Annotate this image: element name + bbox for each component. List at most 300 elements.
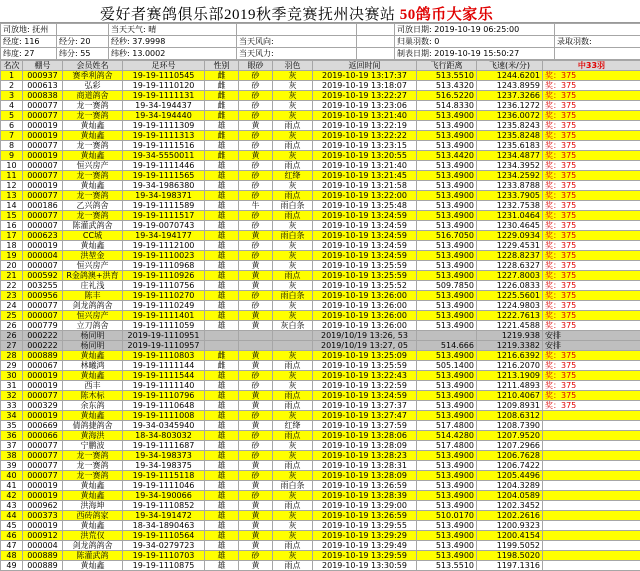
table-cell[interactable]: 17 (1, 231, 23, 241)
table-cell[interactable]: 1204.0589 (477, 491, 543, 501)
table-cell[interactable]: 砂 (239, 251, 273, 261)
table-cell[interactable]: 22 (1, 281, 23, 291)
table-cell[interactable]: 龙一赛鸽 (63, 211, 123, 221)
table-cell[interactable]: 19-19-0070743 (123, 221, 205, 231)
table-cell[interactable]: 513.4900 (417, 321, 477, 331)
info-cell[interactable]: 经分: 20 (57, 36, 109, 48)
table-cell[interactable]: 38 (1, 451, 23, 461)
table-cell[interactable]: 西砖鸽家 (63, 511, 123, 521)
table-cell[interactable]: 雄 (205, 231, 239, 241)
table-cell[interactable]: 19-19-1111140 (123, 381, 205, 391)
table-cell[interactable]: 2019-10-19 13:21:45 (313, 171, 417, 181)
table-cell[interactable]: 雄 (205, 421, 239, 431)
table-cell[interactable]: 赛季利鸽舍 (63, 71, 123, 81)
table-cell[interactable]: 灰 (273, 111, 313, 121)
table-cell[interactable]: R金鸽澳+洪育 (63, 271, 123, 281)
info-cell[interactable]: 司放地: 抚州 (1, 24, 57, 36)
table-cell[interactable]: 雄 (205, 441, 239, 451)
table-cell[interactable]: 000889 (23, 351, 63, 361)
table-cell[interactable]: 513.4420 (417, 151, 477, 161)
table-cell[interactable]: 1213.1909 (477, 371, 543, 381)
table-cell[interactable]: 灰 (273, 531, 313, 541)
table-cell[interactable]: 黄 (239, 321, 273, 331)
table-cell[interactable]: 11 (1, 171, 23, 181)
table-cell[interactable]: 513.4900 (417, 271, 477, 281)
table-cell[interactable]: 砂 (239, 91, 273, 101)
table-cell[interactable]: 25 (1, 311, 23, 321)
table-cell[interactable]: 18 (1, 241, 23, 251)
table-row[interactable] (1, 351, 640, 361)
table-cell[interactable]: 灰白条 (273, 321, 313, 331)
table-cell[interactable]: 灰 (273, 311, 313, 321)
table-cell[interactable]: 2019-10-19 13:24:59 (313, 221, 417, 231)
table-cell[interactable]: 000077 (23, 191, 63, 201)
table-cell[interactable]: 2019-10-19 13:28:39 (313, 491, 417, 501)
table-cell[interactable]: 1206.7422 (477, 461, 543, 471)
table-cell[interactable]: 奖：375 (543, 391, 640, 401)
table-cell[interactable]: 2019-10-19 13:25:48 (313, 201, 417, 211)
column-header[interactable]: 中33羽 (543, 61, 640, 71)
table-cell[interactable]: 2019-10-19 13:29:00 (313, 501, 417, 511)
table-cell[interactable]: 奖：375 (543, 321, 640, 331)
table-row[interactable] (1, 531, 640, 541)
table-cell[interactable]: 1219.938 (477, 331, 543, 341)
table-cell[interactable]: 46 (1, 531, 23, 541)
table-row[interactable] (1, 151, 640, 161)
column-header[interactable]: 飞行距离 (417, 61, 477, 71)
table-cell[interactable]: 1222.7613 (477, 311, 543, 321)
table-cell[interactable]: 雄 (205, 481, 239, 491)
table-cell[interactable]: 雨白条 (273, 291, 313, 301)
table-cell[interactable]: 10 (1, 161, 23, 171)
table-cell[interactable]: 000004 (23, 541, 63, 551)
table-cell[interactable]: 砂 (239, 171, 273, 181)
table-cell[interactable]: 雄 (205, 521, 239, 531)
table-cell[interactable]: 雨点 (273, 211, 313, 221)
table-cell[interactable]: 1235.6183 (477, 141, 543, 151)
table-row[interactable] (1, 321, 640, 331)
table-cell[interactable]: 000373 (23, 511, 63, 521)
table-cell[interactable]: 2019-10-19 13:28:31 (313, 461, 417, 471)
table-row[interactable] (1, 491, 640, 501)
table-cell[interactable]: 雨点 (273, 391, 313, 401)
table-cell[interactable]: 黄 (239, 501, 273, 511)
table-cell[interactable]: 19-34-198375 (123, 461, 205, 471)
table-cell[interactable]: 000077 (23, 101, 63, 111)
table-row[interactable] (1, 71, 640, 81)
table-cell[interactable]: 雨白条 (273, 481, 313, 491)
info-cell[interactable]: 当天风向: (237, 36, 357, 48)
table-cell[interactable]: 1226.0833 (477, 281, 543, 291)
table-cell[interactable]: 5 (1, 111, 23, 121)
table-cell[interactable]: 黄灿鑫 (63, 411, 123, 421)
table-row[interactable] (1, 271, 640, 281)
table-cell[interactable]: 000007 (23, 311, 63, 321)
table-cell[interactable]: 洪堃金 (63, 251, 123, 261)
table-cell[interactable]: 1229.0934 (477, 231, 543, 241)
table-cell[interactable]: 雨白条 (273, 231, 313, 241)
table-cell[interactable]: 513.5510 (417, 561, 477, 571)
table-cell[interactable]: 513.4320 (417, 81, 477, 91)
table-cell[interactable] (543, 551, 640, 561)
column-header[interactable]: 返回时间 (313, 61, 417, 71)
table-cell[interactable]: 000077 (23, 211, 63, 221)
table-cell[interactable]: 灰 (273, 71, 313, 81)
table-cell[interactable]: 8 (1, 141, 23, 151)
table-cell[interactable]: 洪荒仅 (63, 531, 123, 541)
table-cell[interactable]: 灰 (273, 351, 313, 361)
table-cell[interactable]: 雄 (205, 181, 239, 191)
table-cell[interactable]: 1200.9323 (477, 521, 543, 531)
table-cell[interactable]: 000077 (23, 451, 63, 461)
table-cell[interactable]: 陈灌武鸽舍 (63, 221, 123, 231)
table-cell[interactable]: 1227.8003 (477, 271, 543, 281)
table-cell[interactable] (273, 331, 313, 341)
table-cell[interactable]: 黄 (239, 401, 273, 411)
table-cell[interactable]: 19 (1, 251, 23, 261)
table-cell[interactable]: 23 (1, 291, 23, 301)
table-cell[interactable]: 000889 (23, 561, 63, 571)
info-cell[interactable]: 归巢羽数: 0 (395, 36, 555, 48)
table-cell[interactable]: 3 (1, 91, 23, 101)
table-cell[interactable]: 000186 (23, 201, 63, 211)
table-cell[interactable]: 513.4900 (417, 171, 477, 181)
table-row[interactable] (1, 541, 640, 551)
table-cell[interactable]: 灰 (273, 151, 313, 161)
table-cell[interactable]: 000019 (23, 151, 63, 161)
table-cell[interactable]: 000019 (23, 481, 63, 491)
table-cell[interactable]: 26 (1, 321, 23, 331)
table-cell[interactable]: 陈木标 (63, 391, 123, 401)
table-cell[interactable]: 19-19-1112100 (123, 241, 205, 251)
table-cell[interactable]: 513.4900 (417, 211, 477, 221)
table-cell[interactable]: 19-19-1111309 (123, 121, 205, 131)
table-cell[interactable]: 1224.9803 (477, 301, 543, 311)
table-cell[interactable]: 黄 (239, 351, 273, 361)
table-cell[interactable]: 19-19-1111544 (123, 371, 205, 381)
table-row[interactable] (1, 441, 640, 451)
table-cell[interactable]: 2019-10-19 13:25:59 (313, 261, 417, 271)
column-header[interactable]: 名次 (1, 61, 23, 71)
table-cell[interactable]: 19-34-0279723 (123, 541, 205, 551)
table-cell[interactable]: 513.4900 (417, 131, 477, 141)
table-cell[interactable]: 4 (1, 101, 23, 111)
table-cell[interactable]: 雄 (205, 221, 239, 231)
table-cell[interactable] (543, 451, 640, 461)
table-cell[interactable]: 2019-10-19 13:26:00 (313, 291, 417, 301)
table-row[interactable] (1, 331, 640, 341)
table-cell[interactable]: 雄 (205, 431, 239, 441)
table-cell[interactable]: 雌 (205, 351, 239, 361)
table-cell[interactable]: 灰 (273, 81, 313, 91)
table-cell[interactable]: 雄 (205, 121, 239, 131)
table-cell[interactable]: 513.4900 (417, 141, 477, 151)
table-cell[interactable]: 19-19-1111131 (123, 91, 205, 101)
table-cell[interactable]: 奖：375 (543, 221, 640, 231)
table-cell[interactable]: 红绛 (273, 421, 313, 431)
table-cell[interactable]: 14 (1, 201, 23, 211)
table-cell[interactable]: 19-19-1111565 (123, 171, 205, 181)
table-cell[interactable]: 1208.7390 (477, 421, 543, 431)
table-cell[interactable]: 000007 (23, 161, 63, 171)
table-row[interactable] (1, 241, 640, 251)
table-cell[interactable]: 6 (1, 121, 23, 131)
table-cell[interactable]: 513.4900 (417, 491, 477, 501)
table-cell[interactable]: 36 (1, 431, 23, 441)
table-cell[interactable]: 奖：375 (543, 121, 640, 131)
table-cell[interactable]: 灰 (273, 411, 313, 421)
table-cell[interactable]: 恒兴房产 (63, 261, 123, 271)
table-cell[interactable]: 灰 (273, 521, 313, 531)
table-cell[interactable]: 黄灿鑫 (63, 491, 123, 501)
table-row[interactable] (1, 391, 640, 401)
table-cell[interactable]: 19-19-1111008 (123, 411, 205, 421)
table-cell[interactable]: 2019-10-19 13:25:59 (313, 361, 417, 371)
table-cell[interactable]: 513.4900 (417, 241, 477, 251)
table-cell[interactable]: 1229.4531 (477, 241, 543, 251)
table-cell[interactable]: 黄 (239, 281, 273, 291)
table-cell[interactable]: 雄 (205, 171, 239, 181)
column-header[interactable]: 棚号 (23, 61, 63, 71)
table-cell[interactable] (239, 341, 273, 351)
table-cell[interactable]: 514.4280 (417, 431, 477, 441)
table-cell[interactable]: 2019-10-19 13:30:59 (313, 561, 417, 571)
table-cell[interactable]: 杨同明 (63, 341, 123, 351)
table-cell[interactable]: 奖：375 (543, 191, 640, 201)
table-cell[interactable]: 黄 (239, 521, 273, 531)
table-cell[interactable]: 砂 (239, 71, 273, 81)
table-cell[interactable]: 雨点 (273, 271, 313, 281)
table-cell[interactable]: 19-19-1110796 (123, 391, 205, 401)
table-cell[interactable]: 雄 (205, 511, 239, 521)
table-cell[interactable] (543, 481, 640, 491)
table-cell[interactable]: 1207.2966 (477, 441, 543, 451)
table-cell[interactable]: 000077 (23, 471, 63, 481)
table-cell[interactable]: 奖：375 (543, 311, 640, 321)
table-cell[interactable]: 47 (1, 541, 23, 551)
table-cell[interactable]: 砂 (239, 301, 273, 311)
table-cell[interactable]: 雄 (205, 371, 239, 381)
table-cell[interactable]: 000669 (23, 421, 63, 431)
table-cell[interactable]: 1221.4588 (477, 321, 543, 331)
table-cell[interactable]: 1199.5052 (477, 541, 543, 551)
info-cell[interactable]: 当天风力: (237, 48, 357, 60)
table-cell[interactable]: 砂 (239, 371, 273, 381)
table-cell[interactable]: 黄 (239, 561, 273, 571)
table-cell[interactable]: 恒兴房产 (63, 311, 123, 321)
table-row[interactable] (1, 511, 640, 521)
table-cell[interactable]: 19-19-1110875 (123, 561, 205, 571)
table-cell[interactable]: 黄灿鑫 (63, 241, 123, 251)
table-cell[interactable]: 32 (1, 391, 23, 401)
table-cell[interactable]: 灰 (273, 471, 313, 481)
table-cell[interactable]: 513.4900 (417, 521, 477, 531)
table-cell[interactable]: 2019-10-19 13:26:59 (313, 481, 417, 491)
table-cell[interactable]: 28 (1, 351, 23, 361)
table-cell[interactable]: 灰 (273, 251, 313, 261)
table-cell[interactable]: 19-19-1110270 (123, 291, 205, 301)
info-cell[interactable]: 录取羽数: (555, 36, 640, 48)
table-cell[interactable]: 砂 (239, 451, 273, 461)
table-row[interactable] (1, 521, 640, 531)
table-cell[interactable] (543, 521, 640, 531)
table-cell[interactable]: 庄礼浅 (63, 281, 123, 291)
table-cell[interactable]: 黄 (239, 361, 273, 371)
table-cell[interactable]: 陈灌武鸽 (63, 551, 123, 561)
table-cell[interactable]: 513.4900 (417, 251, 477, 261)
table-cell[interactable]: 龙一赛鸽 (63, 111, 123, 121)
table-cell[interactable]: 2019-19-1110957 (123, 341, 205, 351)
table-row[interactable] (1, 191, 640, 201)
table-cell[interactable]: 灰 (273, 381, 313, 391)
table-cell[interactable]: 513.4900 (417, 301, 477, 311)
table-cell[interactable]: 19-19-1110648 (123, 401, 205, 411)
table-row[interactable] (1, 301, 640, 311)
table-cell[interactable]: 15 (1, 211, 23, 221)
table-cell[interactable]: 砂 (239, 131, 273, 141)
table-cell[interactable]: 16 (1, 221, 23, 231)
table-row[interactable] (1, 101, 640, 111)
table-cell[interactable]: 45 (1, 521, 23, 531)
table-cell[interactable]: 雄 (205, 211, 239, 221)
table-cell[interactable]: 砂 (239, 181, 273, 191)
table-row[interactable] (1, 451, 640, 461)
info-cell[interactable]: 当天天气: 晴 (109, 24, 237, 36)
table-cell[interactable]: 1208.6312 (477, 411, 543, 421)
table-cell[interactable]: 砂 (239, 471, 273, 481)
table-cell[interactable]: 灰 (273, 451, 313, 461)
table-cell[interactable]: 奖：375 (543, 71, 640, 81)
table-cell[interactable]: 19-19-1110756 (123, 281, 205, 291)
info-cell[interactable]: 司放日期: 2019-10-19 06:25:00 (395, 24, 555, 36)
table-cell[interactable]: 雨点 (273, 431, 313, 441)
table-cell[interactable]: 砂 (239, 291, 273, 301)
table-cell[interactable]: 000007 (23, 261, 63, 271)
table-cell[interactable]: 2019-10-19 13:24:59 (313, 391, 417, 401)
table-cell[interactable]: 13 (1, 191, 23, 201)
table-cell[interactable]: 513.4900 (417, 291, 477, 301)
table-cell[interactable]: 黄 (239, 261, 273, 271)
table-cell[interactable]: 514.666 (417, 341, 477, 351)
table-cell[interactable]: 雨点 (273, 461, 313, 471)
table-cell[interactable]: 000019 (23, 521, 63, 531)
table-cell[interactable]: 000007 (23, 221, 63, 231)
table-cell[interactable]: 19-19-1111046 (123, 481, 205, 491)
table-cell[interactable]: 41 (1, 481, 23, 491)
table-cell[interactable]: 2019-10-19 13:22:19 (313, 121, 417, 131)
table-cell[interactable]: 1200.4154 (477, 531, 543, 541)
table-cell[interactable]: 513.4900 (417, 391, 477, 401)
table-cell[interactable]: 砂 (239, 101, 273, 111)
table-cell[interactable]: 奖：375 (543, 211, 640, 221)
table-row[interactable] (1, 401, 640, 411)
table-row[interactable] (1, 111, 640, 121)
table-row[interactable] (1, 201, 640, 211)
info-cell[interactable] (555, 48, 640, 60)
table-cell[interactable]: 1237.3266 (477, 91, 543, 101)
table-row[interactable] (1, 481, 640, 491)
table-cell[interactable]: 2019/10/19 13:27, 05 (313, 341, 417, 351)
table-cell[interactable]: 灰 (273, 131, 313, 141)
table-cell[interactable]: 2019-10-19 13:26:00 (313, 301, 417, 311)
table-cell[interactable]: 1231.0464 (477, 211, 543, 221)
table-cell[interactable]: 19-19-1110803 (123, 351, 205, 361)
table-cell[interactable]: 2 (1, 81, 23, 91)
table-cell[interactable]: 黄 (239, 231, 273, 241)
table-cell[interactable]: 2019-10-19 13:24:59 (313, 241, 417, 251)
table-cell[interactable]: 灰 (273, 281, 313, 291)
table-cell[interactable]: 雌 (205, 101, 239, 111)
table-cell[interactable]: 1206.7628 (477, 451, 543, 461)
table-cell[interactable]: 1235.8248 (477, 131, 543, 141)
table-cell[interactable]: 000937 (23, 71, 63, 81)
table-cell[interactable]: 黄 (239, 271, 273, 281)
table-cell[interactable]: 黄灿鑫 (63, 121, 123, 131)
table-cell[interactable]: 1204.3289 (477, 481, 543, 491)
table-cell[interactable]: 2019-10-19 13:21:58 (313, 181, 417, 191)
table-cell[interactable]: 牛 (239, 201, 273, 211)
table-cell[interactable]: 灰 (273, 301, 313, 311)
table-cell[interactable]: 砂 (239, 381, 273, 391)
table-cell[interactable]: 2019-10-19 13:29:29 (313, 531, 417, 541)
table-cell[interactable]: 000077 (23, 461, 63, 471)
table-cell[interactable]: 剑龙鸽鸽舍 (63, 301, 123, 311)
table-cell[interactable]: 奖：375 (543, 241, 640, 251)
table-cell[interactable]: 黄 (239, 391, 273, 401)
table-cell[interactable]: 000077 (23, 391, 63, 401)
table-cell[interactable]: 1228.8237 (477, 251, 543, 261)
table-row[interactable] (1, 261, 640, 271)
table-cell[interactable]: 1228.6327 (477, 261, 543, 271)
table-cell[interactable]: 龙一赛鸽 (63, 191, 123, 201)
table-cell[interactable]: 2019-10-19 13:22:22 (313, 131, 417, 141)
table-cell[interactable]: 黄灿鑫 (63, 181, 123, 191)
table-cell[interactable]: 宁鹏波 (63, 441, 123, 451)
table-cell[interactable]: 2019-10-19 13:22:00 (313, 191, 417, 201)
info-cell[interactable] (57, 24, 109, 36)
table-cell[interactable]: 雄 (205, 251, 239, 261)
table-cell[interactable]: 剑龙鸽鸽舍 (63, 541, 123, 551)
table-cell[interactable]: 000222 (23, 331, 63, 341)
table-cell[interactable]: 2019-10-19 13:24:59 (313, 251, 417, 261)
table-row[interactable] (1, 551, 640, 561)
table-cell[interactable]: 19-19-1111059 (123, 321, 205, 331)
table-row[interactable] (1, 501, 640, 511)
table-cell[interactable]: 雨点 (273, 401, 313, 411)
table-cell[interactable]: 2019/10/19 13:26, 53 (313, 331, 417, 341)
column-header[interactable]: 眼砂 (239, 61, 273, 71)
table-cell[interactable]: 黄海洪 (63, 431, 123, 441)
table-row[interactable] (1, 141, 640, 151)
table-cell[interactable]: 奖：375 (543, 301, 640, 311)
table-cell[interactable]: 2019-10-19 13:25:59 (313, 271, 417, 281)
table-cell[interactable]: 000779 (23, 321, 63, 331)
table-cell[interactable]: 安排 (543, 331, 640, 341)
table-cell[interactable]: 27 (1, 341, 23, 351)
table-cell[interactable]: 31 (1, 381, 23, 391)
table-cell[interactable]: 雄 (205, 201, 239, 211)
table-cell[interactable]: 黄 (239, 531, 273, 541)
table-row[interactable] (1, 91, 640, 101)
table-cell[interactable]: 1225.5601 (477, 291, 543, 301)
table-cell[interactable]: 雨点 (273, 161, 313, 171)
table-cell[interactable]: 513.4900 (417, 201, 477, 211)
table-cell[interactable]: 雨点 (273, 541, 313, 551)
table-row[interactable] (1, 431, 640, 441)
table-cell[interactable]: 奖：375 (543, 91, 640, 101)
table-cell[interactable]: 弘彩 (63, 81, 123, 91)
table-cell[interactable]: 雄 (205, 241, 239, 251)
